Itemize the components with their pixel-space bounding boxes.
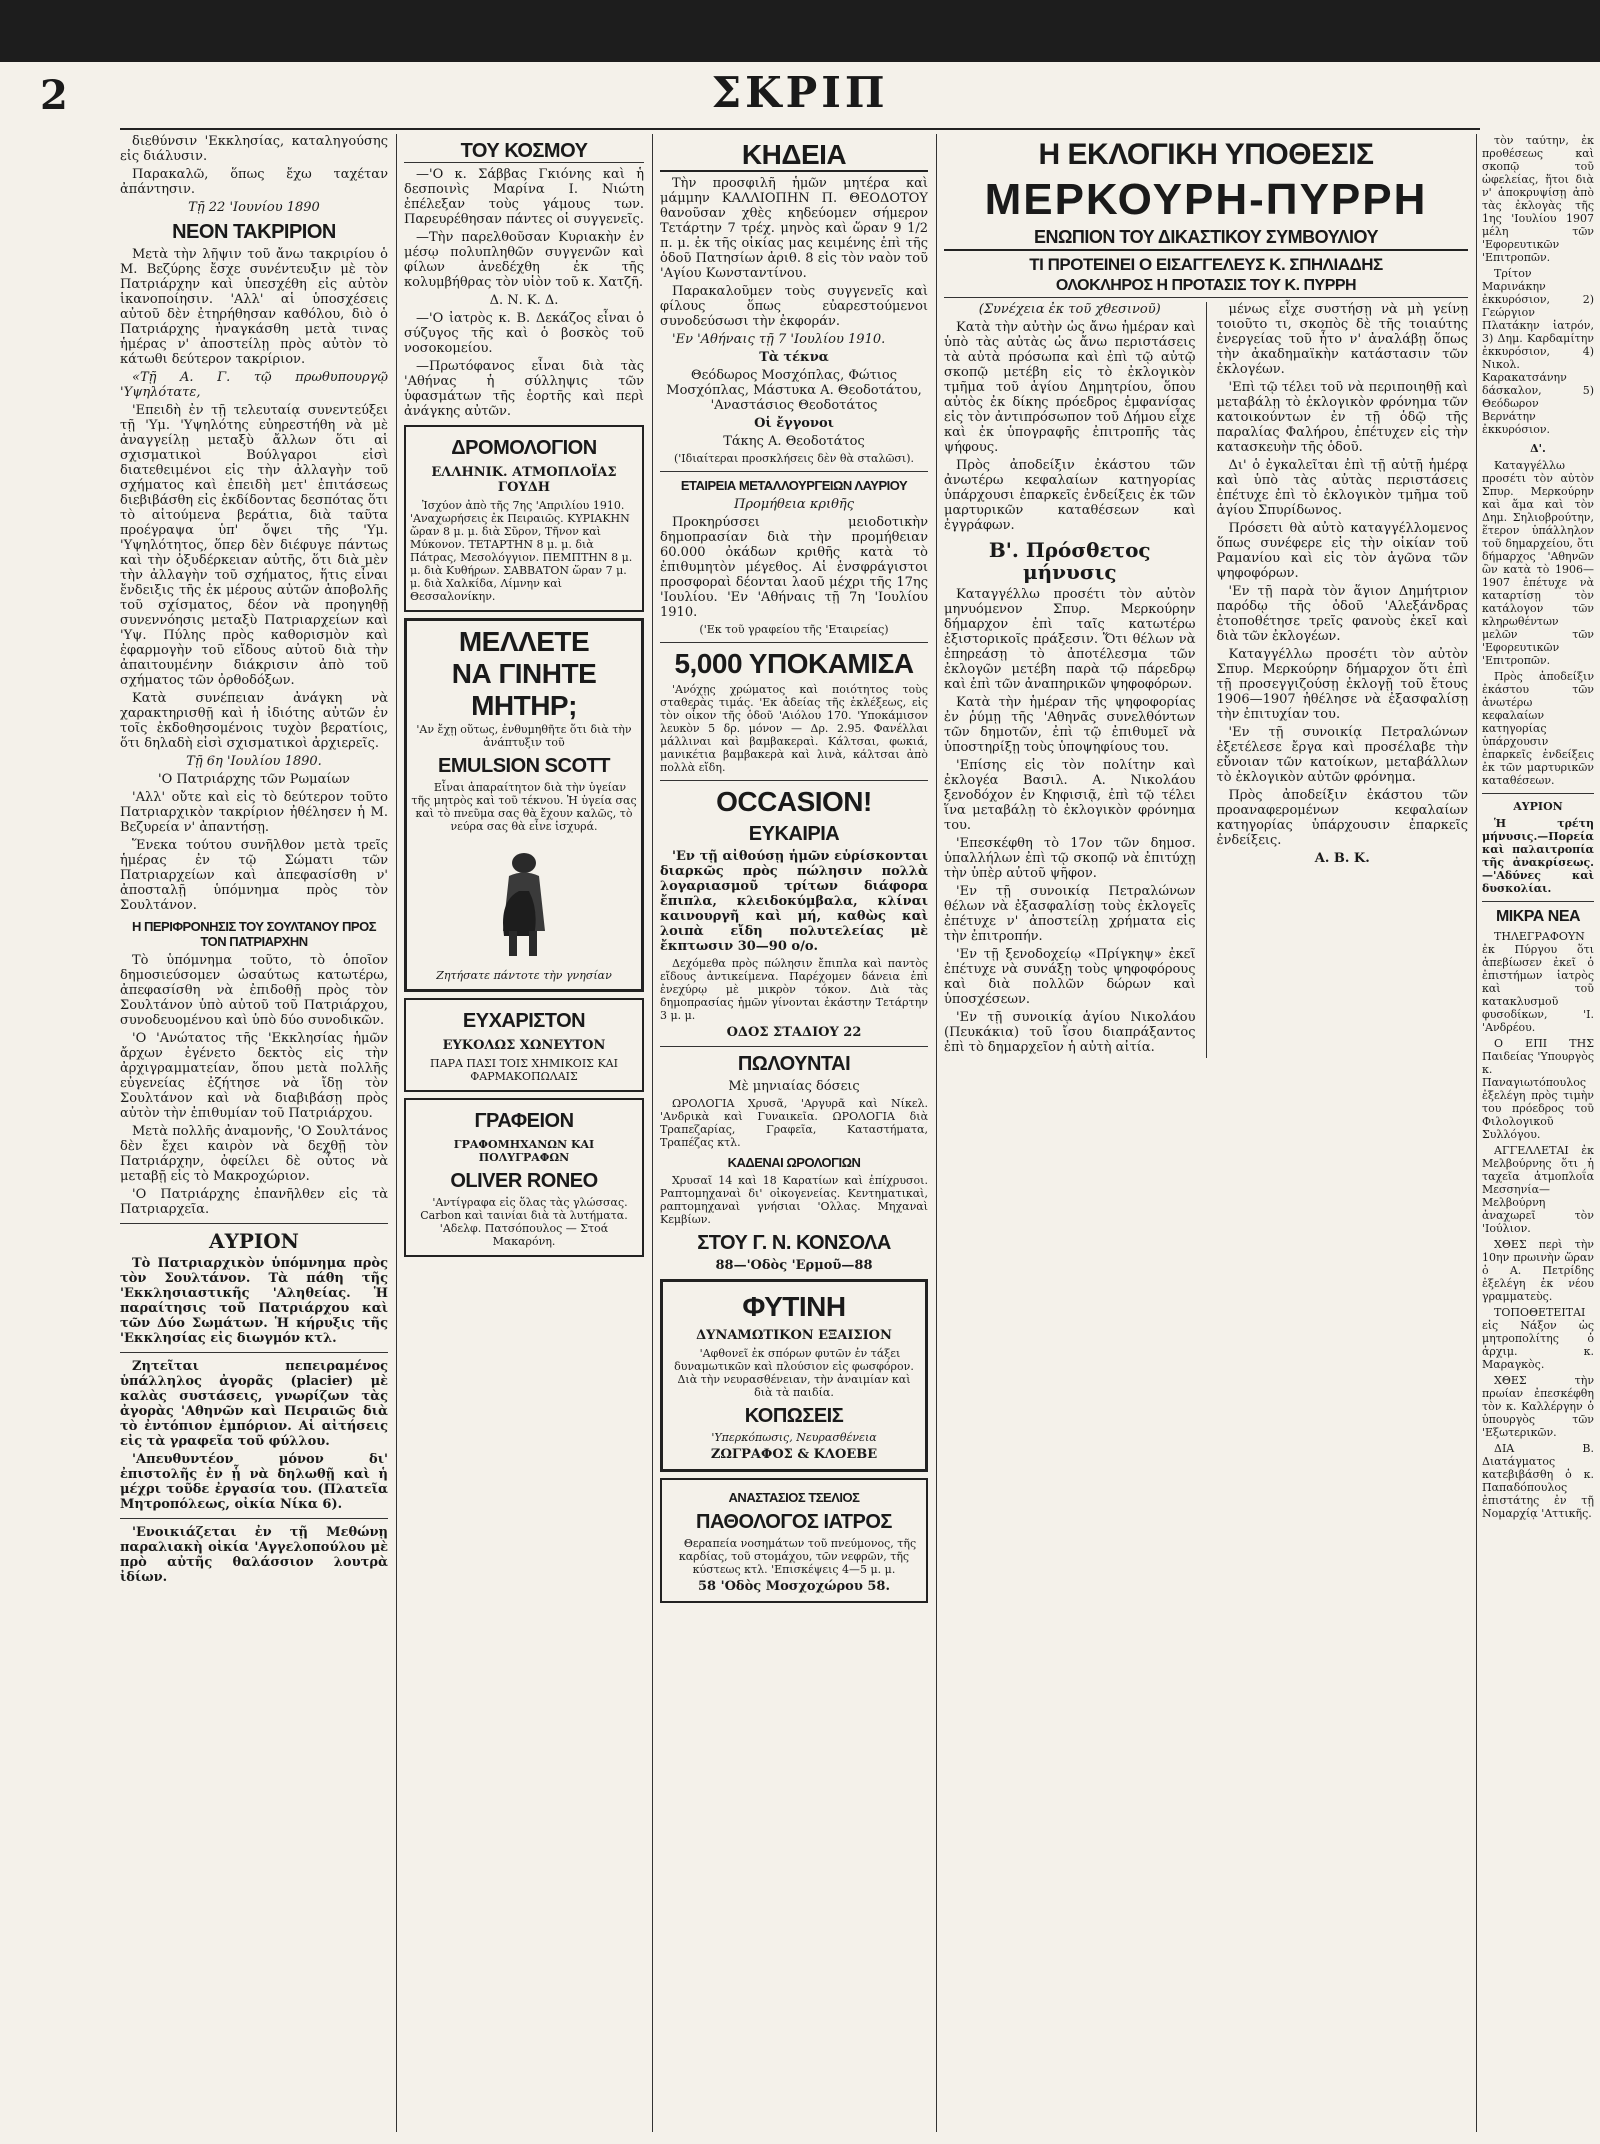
signature: Δ. Ν. Κ. Δ. [489, 293, 559, 308]
fisherman-icon [479, 841, 569, 961]
paragraph: μένως εἶχε συστήσῃ νὰ μὴ γείνῃ τοιοῦτο τι, σκοπὸς δὲ τῆς τοιαύτης ἐνεργείας τοῦ ἦτο ν' ἀναλάβῃ ὅπως τὴν ἀκαδημαϊκὴν κατάστασιν τῶν ἐκλογέων. [1216, 302, 1468, 377]
paragraph: 'Αλλ' οὔτε καὶ εἰς τὸ δεύτερον τοῦτο Πατριαρχικὸν τακρίριον ἠθέλησεν ἡ Μ. Βεζυρεία ν' ἀπαντήσῃ. [120, 790, 388, 835]
section-heading: ΑΥΡΙΟΝ [209, 1229, 299, 1253]
paragraph: Μετὰ πολλῆς ἀναμονῆς, 'Ο Σουλτάνος δὲν ἔχει καιρὸν νὰ δεχθῇ τὸν Πατριάρχην, ὀφείλει δὲ οὗτος νὰ μεταβῇ εἰς τὸ Μακροχώριον. [120, 1124, 388, 1184]
ad-fytini [660, 1279, 928, 1472]
ad-tselios [660, 1478, 928, 1603]
signature: 'Ο Πατριάρχης τῶν Ρωμαίων [158, 772, 350, 787]
note: ('Εκ τοῦ γραφείου τῆς 'Εταιρείας) [699, 623, 889, 636]
subheading: Δ'. [1530, 442, 1546, 455]
paragraph: Ἕνεκα τούτου συνῆλθον μετὰ τρεῖς ἡμέρας ἐν τῷ Σώματι τῶν Πατριαρχείων καὶ ἀπεφασίσθη ν' ἀποσταλῇ ὑπόμνημα πρὸς τὸν Σουλτάνον. [120, 838, 388, 913]
dateline: Τῇ 22 'Ιουνίου 1890 [188, 200, 320, 215]
address: 88—'Οδὸς 'Ερμοῦ—88 [715, 1258, 873, 1273]
paragraph: 'Ανόχῃς χρώματος καὶ ποιότητος τοὺς σταθερὰς τιμάς. 'Εκ ἀδείας τῆς ἐκλέξεως, εἰς τὸν οἶκον τῆς ὁδοῦ 'Αιόλου 170. 'Υποκάμισον λευκὸν 5 δρ. μόνον — Δρ. 2.95. Φανέλλαι μάλλιναι καὶ βαμβακεραὶ. Κάλτσαι, φωκιά, μανικέτια βαμβακερὰ καὶ λινὰ, κάλτσαι ἀπὸ πολλὰ εἴδη. [660, 683, 928, 774]
paragraph: Παρακαλῶ, ὅπως ἔχω ταχέταν ἀπάντησιν. [120, 167, 388, 197]
headline: ΕΝΩΠΙΟΝ ΤΟΥ ΔΙΚΑΣΤΙΚΟΥ ΣΥΜΒΟΥΛΙΟΥ [944, 230, 1468, 251]
address: 58 'Οδὸς Μοσχοχώρου 58. [698, 1579, 890, 1594]
section-heading: ΚΑΔΕΝΑΙ ΩΡΟΛΟΓΙΩΝ [727, 1155, 861, 1170]
paragraph: ΩΡΟΛΟΓΙΑ Χρυσᾶ, 'Αργυρᾶ καὶ Νίκελ. 'Ανδρικὰ καὶ Γυναικεῖα. ΩΡΟΛΟΓΙΑ διὰ Τραπεζαρίας, Γραφεῖα, Καταστήματα, Τραπέζας κτλ. [660, 1097, 928, 1149]
paragraph: 'Εν τῇ παρὰ τὸν ἅγιον Δημήτριον παρόδῳ τῆς ὁδοῦ 'Αλεξάνδρας ἐτοποθέτησε τρεῖς φανοὺς ἐκεῖ καὶ διὰ τῶν ἐκλογέων. [1216, 584, 1468, 644]
ad-text: Εἶναι ἀπαραίτητον διὰ τὴν ὑγείαν τῆς μητρὸς καὶ τοῦ τέκνου. Ἡ ὑγεία σας καὶ τὸ πνεῦμα σας θὰ ἔχουν καλῶς, τὸ νεύρα σας θὰ εἶνε ἰσχυρά. [411, 781, 637, 833]
headline: Η ΕΚΛΟΓΙΚΗ ΥΠΟΘΕΣΙΣ [1038, 138, 1374, 171]
column-2 [404, 134, 644, 2132]
story-right-column [1217, 302, 1469, 1058]
paragraph: Ἡ τρέτη μήνυσις.—Πορεία καὶ παλαιτροπία τῆς ἀνακρίσεως.—'Αδύνες καὶ δυσκολίαι. [1482, 817, 1594, 895]
news-item: ΔΙΑ Β. Διατάγματος κατεβιβάσθη ὁ κ. Παπαδόπουλος ἐπιστάτης ἐν τῇ Νομαρχίᾳ 'Αττικῆς. [1482, 1442, 1594, 1520]
paragraph: Χρυσαῖ 14 καὶ 18 Καρατίων καὶ ἐπίχρυσοι. Ραπτομηχαναὶ δι' οἰκογενείας. Κεντηματικαὶ, ραπτομηχαναὶ γνήσιαι 'Ολλας. Μηχαναὶ Κεμβίων. [660, 1174, 928, 1226]
paragraph: Καταγγέλλω προσέτι τὸν αὐτὸν Σπυρ. Μερκούρην καὶ ἅμα καὶ τὸν Δημ. Σηλιοβρούτην, ἕτερον ὑπάλληλον τοῦ δημαρχείου, ὅτι δήμαρχος 'Αθηνῶν ὢν κατὰ τὸ 1906—1907 ἐπέτυχε νὰ καταρτίσῃ τὸν κατάλογον τῶν κληρωθέντων μελῶν τῶν 'Εφορευτικῶν 'Επιτροπῶν. [1482, 459, 1594, 667]
paragraph: Μετὰ τὴν λῆψιν τοῦ ἄνω τακριρίου ὁ Μ. Βεζύρης ἔσχε συνέντευξιν μὲ τὸν Πατριάρχην καὶ ὑπεσχέθη εἰς αὐτὸν ἱκανοποίησιν. 'Αλλ' αἱ ὑποσχέσεις αὐτοῦ δὲν ἐτηρήθησαν καθόλου, διὸ ὁ Πατριάρχης ἠναγκάσθη μετὰ τινας ἡμέρας ν' ἀποστείλῃ πρὸς αὐτὸν τὸ κάτωθι δεύτερον τακρίριον. [120, 247, 388, 367]
paragraph: Προκηρύσσει μειοδοτικὴν δημοπρασίαν διὰ τὴν προμήθειαν 60.000 ὀκάδων κριθῆς κατὰ τὸ ἐπιθυμητὸν μέγεθος. Αἱ ἐνσφράγιστοι προσφοραὶ δέονται λαοῦ μέχρι τῆς 17ης 'Ιουλίου. 'Εν 'Αθήναις τῇ 7η 'Ιουλίου 1910. [660, 515, 928, 620]
ad-subtitle: ΓΡΑΦΟΜΗΧΑΝΩΝ ΚΑΙ ΠΟΛΥΓΡΑΦΩΝ [453, 1138, 595, 1164]
paragraph: Κατὰ τὴν αὐτὴν ὡς ἄνω ἡμέραν καὶ ὑπὸ τὰς αὐτὰς ὡς ἄνω περιστάσεις τὰ αὐτὰ πρόσωπα καὶ ἐπὶ τῷ αὐτῷ σκοπῷ μετέβη εἰς τὸ ἐκλογικὸν τμῆμα τοῦ ἁγίου Δημητρίου, ὅπου αὐτὸς ἐκ δίκης πρόεδρος ἐμφανίσας εἰς τὸν ἀντιπρόσωπον τοῦ Δήμου εἶχε καὶ ἐκ ὑπογραφῆς ἐπιτροπῆς τὰς ψήφους. [944, 320, 1196, 455]
classified-ad: Ζητεῖται πεπειραμένος ὑπάλληλος ἀγορᾶς (placier) μὲ καλὰς συστάσεις, γνωρίζων τὰς ἀγορὰς 'Αθηνῶν καὶ Πειραιῶς διὰ τὸ ἐντόπιον ἐμπόριον. Αἱ αἰτήσεις εἰς τὰ γραφεῖα τοῦ φύλλου. [120, 1359, 388, 1449]
paragraph: —Τὴν παρελθοῦσαν Κυριακὴν ἐν μέσῳ πολυπληθῶν συγγενῶν καὶ φίλων ἀνεδέχθη ἐκ τῆς κολυμβήθρας τὸν υἱὸν τοῦ κ. Χατζῆ. [404, 230, 644, 290]
column-3 [660, 134, 928, 2132]
ad-title: ΝΑ ΓΙΝΗΤΕ [451, 658, 597, 689]
paragraph: 'Επειδὴ ἐν τῇ τελευταίᾳ συνεντεύξει τῇ 'Υμ. 'Υψηλότης εὐηρεστήθη νὰ μὲ ἀναγγείλῃ μεταξὺ ἄλλων ὅτι αἱ σχισματικοὶ Βούλγαροι εἰσὶ διατεθειμένοι εἰς τὴν ἀλλαγὴν τοῦ σχήματος καὶ ἐπειδὴ μετ' ἐπιτάσεως διεβιβάσθη εἰς ἐκδίδοντας δεσπότας ὅτι τὸ αἰτούμενα βεράτια, διὰ ταῦτα προέγραψα ὑπ' ὄψει τῆς 'Υμ. 'Υψηλότητος, ὅπερ δὲν διέφυγε πάντως καὶ τὴν ὀξυδέρκειαν αὐτῆς, ὅτι διὰ μὲν τὴν ἀλλαγὴν τοῦ σχήματος, ἥτις εἶναι ἔνδειξις τῆς ἐκ μέρους αὐτῶν ἀποβολῆς τοῦ σχίσματος, δέον νὰ προηγηθῇ συνεννόησις μεταξὺ Πατριαρχείων καὶ 'Υψ. Πύλης πρὸς καθορισμὸν καὶ ἐφαρμογὴν τοῦ εἴδους αὐτοῦ διὰ τὴν ἀπαιτουμένην διάκρισιν ἀπὸ τοῦ σχήματος τῶν ὀρθοδόξων. [120, 403, 388, 688]
ad-subtitle: ΔΥΝΑΜΩΤΙΚΟΝ ΕΞΑΙΣΙΟΝ [696, 1328, 892, 1343]
paragraph: —'Ο ἰατρὸς κ. Β. Δεκάζος εἶναι ὁ σύζυγος τῆς καὶ ὁ βοσκὸς τοῦ νοσοκομείου. [404, 311, 644, 356]
section-heading: ΑΥΡΙΟΝ [1513, 800, 1563, 813]
paragraph: 'Επίσης εἰς τὸν πολίτην καὶ ἐκλογέα Βασιλ. Α. Νικολάου ξενοδόχον ἐν Κηφισιᾷ, ἐπὶ τῷ τέλει ἵνα μεταβάλῃ τὸ ἐκλογικὸν φρόνημα του. [944, 758, 1196, 833]
scan-top-border [0, 0, 1600, 62]
news-item: ΧΘΕΣ τὴν πρωίαν ἐπεσκέφθη τὸν κ. Καλλέργην ὁ ὑπουργὸς τῶν 'Εξωτερικῶν. [1482, 1374, 1594, 1439]
subheading: Προμήθεια κριθῆς [733, 497, 854, 512]
column-5 [1482, 134, 1594, 2132]
subheading: Τὰ τέκνα [759, 350, 829, 365]
paragraph: 'Εν τῇ συνοικίᾳ Πετραλώνων ἐξετέλεσε ἔργα καὶ προσέλαβε τὴν εὔνοιαν τῶν κατοίκων, μεταβάλλων τὸ ἐκλογικὸν αὐτῶν φρόνημα. [1216, 725, 1468, 785]
section-heading: ΤΟΥ ΚΟΣΜΟΥ [404, 140, 644, 163]
note: ('Ιδιαίτεραι προσκλήσεις δὲν θὰ σταλῶσι). [673, 452, 915, 465]
ad-text: 'Αφθονεῖ ἐκ σπόρων φυτῶν ἐν τάξει δυναμωτικῶν καὶ πλούσιον εἰς φωσφόρον. Διὰ τὴν νευρασθένειαν, τὴν ἀναιμίαν καὶ διὰ τὰ παιδία. [674, 1347, 914, 1399]
paragraph: 'Εν τῇ συνοικίᾳ Πετραλώνων θέλων νὰ ἐξασφαλίσῃ τοὺς ἐκλογεῖς ἐπέτυχε ν' ἀποστείλῃ χρήματα εἰς τὴν ἐπιτροπήν. [944, 884, 1196, 944]
signature: Α. Β. Κ. [1314, 851, 1370, 866]
address: ΟΔΟΣ ΣΤΑΔΙΟΥ 22 [726, 1025, 862, 1040]
dateline: Τῇ 6η 'Ιουλίου 1890. [186, 754, 322, 769]
section-heading: 5,000 ΥΠΟΚΑΜΙΣΑ [674, 648, 914, 679]
news-item: ΧΘΕΣ περὶ τὴν 10ην πρωινὴν ὥραν ὁ Α. Πετρίδης ἐξελέγη ἐκ νέου γραμματεὺς. [1482, 1238, 1594, 1303]
ad-emulsion-scott [404, 618, 644, 992]
ad-text: 'Αντίγραφα εἰς ὅλας τὰς γλώσσας. Carbon καὶ ταινίαι διὰ τὰ λυτήματα. 'Αδελφ. Πατσόπουλος — Στοά Μακαρόνη. [420, 1196, 628, 1248]
ad-brand: EMULSION SCOTT [438, 755, 610, 777]
paragraph: τὸν ταύτην, ἐκ προθέσεως καὶ σκοπῷ τοῦ ὠφελείας, ἥτοι διὰ ν' ἀποκρυψίσῃ ἀπὸ τὰς ἐκλογὰς τῆς 1ης 'Ιουλίου 1907 μέλη τῶν 'Εφορευτικῶν 'Επιτροπῶν. [1482, 134, 1594, 264]
column-1 [120, 134, 388, 2132]
ad-subtitle: ΕΥΚΟΛΩΣ ΧΩΝΕΥΤΟΝ [442, 1038, 606, 1053]
paragraph: Τὴν προσφιλῆ ἡμῶν μητέρα καὶ μάμμην ΚΑΛΛΙΟΠΗΝ Π. ΘΕΟΔΟΤΟΥ θανοῦσαν χθὲς κηδεύομεν σήμερον Τετάρτην 7 τρέχ. μηνὸς καὶ ὥραν 9 1/2 π. μ. ἐκ τῆς οἰκίας μας κειμένης ἐπὶ τῆς ὁδοῦ Πατησίων ἀριθ. 8 εἰς τὸν ναὸν τοῦ 'Αγίου Κωνσταντίνου. [660, 176, 928, 281]
address: ΖΩΓΡΑΦΟΣ & ΚΛΟΕΒΕ [710, 1447, 878, 1462]
section-heading: ΠΩΛΟΥΝΤΑΙ [737, 1053, 851, 1075]
headline: ΜΕΡΚΟΥΡΗ-ΠΥΡΡΗ [984, 175, 1428, 224]
story-left-column [944, 302, 1196, 1058]
news-item: ΤΗΛΕΓΡΑΦΟΥΝ ἐκ Πύργου ὅτι ἀπεβίωσεν ἐκεῖ ὁ ἐπιστήμων ἰατρὸς καὶ τοῦ κατακλυσμοῦ φυσοδίκων, 'Ι. 'Ανδρέου. [1482, 930, 1594, 1034]
section-heading: ΝΕΟΝ ΤΑΚΡΙΡΙΟΝ [172, 221, 336, 243]
ad-title: ΦΥΤΙΝΗ [742, 1291, 846, 1322]
paragraph: Πρὸς ἀποδείξιν ἐκάστου τῶν ἀνωτέρω κεφαλαίων κατηγορίας ὑπάρχουσιν ἐπαρκεῖς ἐνδείξεις ἐκ τῶν μαρτυρικῶν καταθέσεων. [1482, 670, 1594, 787]
paragraph: Κατὰ τὴν ἡμέραν τῆς ψηφοφορίας ἐν ῥύμῃ τῆς 'Αθηνᾶς συνελθόντων τῶν δημοτῶν, ἐπὶ τῷ ἐπιθυμεῖ νὰ ὑποστηρίξῃ τοὺς ὑποψηφίους του. [944, 695, 1196, 755]
section-heading: ΚΗΔΕΙΑ [660, 140, 928, 172]
ad-text: Ἰσχύον ἀπὸ τῆς 7ης 'Απριλίου 1910. 'Αναχωρήσεις ἐκ Πειραιῶς. ΚΥΡΙΑΚΗΝ ὥραν 8 μ. μ. διὰ Σῦρον, Τῆνον καὶ Μύκονον. ΤΕΤΑΡΤΗΝ 8 μ. μ. διὰ Πάτρας, Μεσολόγγιον. ΠΕΜΠΤΗΝ 8 μ. μ. διὰ Κυθήρων. ΣΑΒΒΑΤΟΝ ὥραν 7 μ. μ. διὰ Χαλκίδα, Λίμνην καὶ Θεσσαλονίκην. [410, 499, 633, 603]
paragraph: 'Εν τῇ αἰθούσῃ ἡμῶν εὑρίσκονται διαρκῶς πρὸς πώλησιν πολλὰ λογαριασμοῦ τρίτων διάφορα ἔπιπλα, κλειδοκύμβαλα, κλίναι καινουργῆ καὶ μή, καθὼς καὶ λοιπὰ εἴδη πολυτελείας μὲ ἔκπτωσιν 30—90 ο/ο. [660, 849, 928, 954]
paragraph: 'Επεσκέφθη τὸ 17ον τῶν δημοσ. ὑπαλλήλων ἐπὶ τῷ σκοπῷ νὰ ἐπιτύχῃ τὴν ὑπὲρ αὐτοῦ ψῆφον. [944, 836, 1196, 881]
ad-subtitle: 'Αν ἔχῃ οὕτως, ἐνθυμηθῆτε ὅτι διὰ τὴν ἀνάπτυξιν τοῦ [416, 723, 632, 749]
ad-title: ΜΗΤΗΡ; [471, 690, 577, 721]
page-number: 2 [40, 72, 68, 119]
classified-ad: 'Ενοικιάζεται ἐν τῇ Μεθώνῃ παραλιακὴ οἰκία 'Αγγελοπούλου μὲ πρὸ αὐτῆς θαλάσσιον λουτρὰ ἰδίων. [120, 1525, 388, 1585]
paragraph: διεθύνσιν 'Εκκλησίας, καταληγούσης εἰς διάλυσιν. [120, 134, 388, 164]
paragraph: 'Εν τῇ συνοικίᾳ ἁγίου Νικολάου (Πευκάκια) τοῦ ἴσου διαπράξαντος ἐπὶ τὸ δημαρχεῖον ἡ αὐτὴ αἰτία. [944, 1010, 1196, 1055]
paragraph: 'Εν τῇ ξενοδοχείῳ «Πρίγκηψ» ἐκεῖ ἐπέτυχε νὰ συνάξῃ τοὺς ψηφοφόρους καὶ διὰ πολλῶν δώρων καὶ ὑποσχέσεων. [944, 947, 1196, 1007]
paragraph: Τάκης Α. Θεοδοτάτος [723, 434, 865, 449]
ad-text: 'Υπερκόπωσις, Νευρασθένεια [711, 1431, 877, 1444]
classified-ad: 'Απευθυντέον μόνον δι' ἐπιστολῆς ἐν ᾗ νὰ δηλωθῇ καὶ ἡ μέχρι τοῦδε ἐργασία του. (Πλατεῖα Μητροπόλεως, οἰκία Νίκα 6). [120, 1452, 388, 1512]
paper-title: ΣΚΡΙΠ [711, 68, 889, 117]
section-heading: ΣΤΟΥ Γ. Ν. ΚΟΝΣΟΛΑ [697, 1232, 891, 1254]
ad-title: ΑΝΑΣΤΑΣΙΟΣ ΤΣΕΛΙΟΣ [728, 1490, 860, 1505]
paragraph: Δι' ὁ ἐγκαλεῖται ἐπὶ τῇ αὐτῇ ἡμέρᾳ καὶ ὑπὸ τὰς αὐτὰς περιστάσεις ἐπέτυχε ἐπὶ τὸ ἐκλογικὸν τμῆμα τοῦ ἁγίου Σπυρίδωνος. [1216, 458, 1468, 518]
paragraph: Δεχόμεθα πρὸς πώλησιν ἔπιπλα καὶ παντὸς εἴδους ἀντικείμενα. Παρέχομεν δάνεια ἐπὶ ἐνεχύρῳ μὲ μικρὸν τόκον. Διὰ τὰς δημοπρασίας ἡμῶν γίνονται ἐκάστην Τετάρτην 3 μ. μ. [660, 957, 928, 1022]
paragraph: 'Επὶ τῷ τέλει τοῦ νὰ περιποιηθῇ καὶ μεταβάλῃ τὸ ἐκλογικὸν φρόνημα τῶν κατοικούντων ἐν τῇ ὁδῷ τῆς παραλίας Φαλήρου, ἐπέτυχεν εἰς τὴν κατασκευὴν τῆς ὁδοῦ. [1216, 380, 1468, 455]
ad-text: Θεραπεία νοσημάτων τοῦ πνεύμονος, τῆς καρδίας, τοῦ στομάχου, τῶν νεφρῶν, τῆς κύστεως κτλ. 'Επισκέψεις 4—5 μ. μ. [678, 1537, 917, 1576]
section-heading: ΕΥΚΑΙΡΙΑ [748, 823, 840, 845]
section-heading: Η ΠΕΡΙΦΡΟΝΗΣΙΣ ΤΟΥ ΣΟΥΛΤΑΝΟΥ ΠΡΟΣ ΤΟΝ ΠΑΤΡΙΑΡΧΗΝ [131, 919, 377, 949]
news-item: Ο ΕΠΙ ΤΗΣ Παιδείας 'Υπουργὸς κ. Παναγιωτόπουλος ἐξελέγη πρὸς τιμὴν του πρόεδρος τοῦ Φιλολογικοῦ Συλλόγου. [1482, 1037, 1594, 1141]
paragraph: 'Ο Πατριάρχης ἐπανῆλθεν εἰς τὰ Πατριαρχεῖα. [120, 1187, 388, 1217]
main-story [944, 134, 1468, 2132]
paragraph: Τὸ ὑπόμνημα τοῦτο, τὸ ὁποῖον δημοσιεύσομεν ὡσαύτως κατωτέρω, ἀπεφασίσθη νὰ ἐπιδοθῇ πρὸς τὸν Σουλτάνον ὑπὸ αὐτοῦ τοῦ Πατριάρχου, συνοδευομένου καὶ ὑπὸ δύο συνοδικῶν. [120, 953, 388, 1028]
news-item: ΤΟΠΟΘΕΤΕΙΤΑΙ εἰς Νάξον ὡς μητροπολίτης ὁ ἀρχιμ. κ. Μαραγκὸς. [1482, 1306, 1594, 1371]
headline: ΟΛΟΚΛΗΡΟΣ Η ΠΡΟΤΑΣΙΣ ΤΟΥ Κ. ΠΥΡΡΗ [944, 278, 1468, 298]
paragraph: Καταγγέλλω προσέτι τὸν αὐτὸν Σπυρ. Μερκούρην δήμαρχον ὅτι ἐπὶ τῇ προσεγγιζούσῃ ἐκλογῇ τοῦ ἔτους 1906—1907 ἠθέλησε νὰ ἐξασφαλίσῃ τὴν ἐπιτυχίαν του. [1216, 647, 1468, 722]
ad-title: ΚΟΠΩΣΕΙΣ [744, 1405, 844, 1427]
paragraph: Τρίτον Μαρινάκην ἐκκυρόσιον, 2) Γεώργιον Πλατάκην ἰατρόν, 3) Δημ. Καρδαμίτην ἐκκυρόσιον, 4) Νικολ. Καρακατσάνην δάσκαλον, 5) Θεόδωρον Βερνάτην ἐκκυρόσιον. [1482, 267, 1594, 436]
paragraph: 'Ο 'Ανώτατος τῆς 'Εκκλησίας ἡμῶν ἄρχων ἐγένετο δεκτὸς εἰς τὴν ἀρχιγραμματείαν, ὅπου μετὰ πολλῆς εὐγενείας ἐζήτησε νὰ ἴδῃ τὸν Σουλτάνον καὶ νὰ διαβιβάσῃ πρὸς αὐτὸν τὴν ἐπιθυμίαν τοῦ Πατριάρχου. [120, 1031, 388, 1121]
paragraph: Πρὸς ἀποδείξιν ἐκάστου τῶν ἀνωτέρω κεφαλαίων κατηγορίας ὑπάρχουσι ἐπαρκεῖς ἐνδείξεις ἐκ τῶν μαρτυρικῶν καταθέσεων καὶ ἐγγράφων. [944, 458, 1196, 533]
subheading: Οἱ ἔγγονοι [754, 416, 834, 431]
paragraph: —'Ο κ. Σάββας Γκιόνης καὶ ἡ δεσποινὶς Μαρίνα Ι. Νιώτη ἐπέλεξαν τοὺς γάμους των. Παρευρέθησαν πάντες οἱ συγγενεῖς. [404, 167, 644, 227]
subheading: Μὲ μηνιαίας δόσεις [728, 1079, 860, 1094]
headline: ΤΙ ΠΡΟΤΕΙΝΕΙ Ο ΕΙΣΑΓΓΕΛΕΥΣ Κ. ΣΠΗΛΙΑΔΗΣ [1029, 255, 1383, 274]
dateline: 'Εν 'Αθήναις τῇ 7 'Ιουλίου 1910. [672, 332, 886, 347]
ad-title: ΜΕΛΛΕΤΕ [458, 626, 590, 657]
ad-text: ΠΑΡΑ ΠΑΣΙ ΤΟΙΣ ΧΗΜΙΚΟΙΣ ΚΑΙ ΦΑΡΜΑΚΟΠΩΛΑΙΣ [430, 1057, 618, 1083]
ad-brand: OLIVER RONEO [450, 1170, 598, 1192]
ad-eucharist [404, 998, 644, 1092]
paragraph: «Τῇ Α. Γ. τῷ πρωθυπουργῷ 'Υψηλότατε, [120, 370, 388, 400]
continuation-note: (Συνέχεια ἐκ τοῦ χθεσινοῦ) [978, 302, 1161, 317]
section-heading: OCCASION! [716, 786, 872, 817]
ad-subtitle: ΕΛΛΗΝΙΚ. ΑΤΜΟΠΛΟΪΑΣ ΓΟΥΔΗ [431, 465, 617, 495]
paragraph: Παρακαλοῦμεν τοὺς συγγενεῖς καὶ φίλους ὅπως εὐαρεστούμενοι συνοδεύσωσι τὴν ἐκφοράν. [660, 284, 928, 329]
section-heading: ΜΙΚΡΑ ΝΕΑ [1495, 908, 1581, 925]
ad-caption: Ζητήσατε πάντοτε τὴν γνησίαν [436, 969, 612, 982]
ad-title: ΔΡΟΜΟΛΟΓΙΟΝ [451, 437, 597, 459]
paragraph: Θεόδωρος Μοσχόπλας, Φώτιος Μοσχόπλας, Μάστυκα Α. Θεοδοτάτου, 'Αναστάσιος Θεοδοτάτος [666, 368, 922, 413]
paragraph: Πρὸς ἀποδείξιν ἐκάστου τῶν προαναφερομένων κεφαλαίων κατηγορίας ὑπάρχουσιν ἐπαρκεῖς ἐνδείξεις. [1216, 788, 1468, 848]
paragraph: Τὸ Πατριαρχικὸν ὑπόμνημα πρὸς τὸν Σουλτάνον. Τὰ πάθη τῆς 'Εκκλησιαστικῆς 'Αληθείας. Ἡ παραίτησις τοῦ Πατριάρχου καὶ τῶν Δύο Σωμάτων. Ἡ κήρυξις τῆς 'Εκκλησίας εἰς διωγμόν κτλ. [120, 1256, 388, 1346]
subheading: Β'. Πρόσθετος μήνυσις [988, 538, 1151, 584]
ad-dromologion [404, 425, 644, 612]
paragraph: —Πρωτόφανος εἶναι διὰ τὰς 'Αθήνας ἡ σύλληψις τῶν ὑφασμάτων τῆς ἑορτῆς καὶ περὶ ἀνάγκης αὐτῶν. [404, 359, 644, 419]
ad-title: ΠΑΘΟΛΟΓΟΣ ΙΑΤΡΟΣ [696, 1511, 892, 1533]
ad-title: ΕΥΧΑΡΙΣΤΟΝ [462, 1010, 586, 1032]
ad-title: ΓΡΑΦΕΙΟΝ [474, 1110, 574, 1132]
paragraph: Καταγγέλλω προσέτι τὸν αὐτὸν μηνυόμενον Σπυρ. Μερκούρην δήμαρχον ἐπὶ ταῖς κατωτέρω ἐξιστορικοῖς πράξεσιν. Ὅτι θέλων νὰ ἐπηρεάσῃ τὸ ἀποτέλεσμα τῶν ἐκλογῶν μετέβη παρὰ τῷ πάρεδρῳ καὶ ἐπὶ τῶν ἀναπηρικῶν ψηφοφόρων. [944, 587, 1196, 692]
ad-oliver-roneo [404, 1098, 644, 1257]
paragraph: Πρόσετι θὰ αὐτὸ καταγγέλλομενος ὅπως συνέφερε εἰς τὴν οἰκίαν τοῦ Ραμανίου καὶ εἰς τὸν ἀγῶνα τῶν ψηφοφόρων. [1216, 521, 1468, 581]
paragraph: Κατὰ συνέπειαν ἀνάγκη νὰ χαρακτηρισθῇ καὶ ἡ ἰδιότης αὐτῶν ἐν τοῖς ἐκδοθησομένοις τυχὸν βερατίοις, ὅτι δηλαδὴ εἰσὶ σχισματικοὶ ἀρχιερεῖς. [120, 691, 388, 751]
section-heading: ΕΤΑΙΡΕΙΑ ΜΕΤΑΛΛΟΥΡΓΕΙΩΝ ΛΑΥΡΙΟΥ [680, 478, 908, 493]
news-item: ΑΓΓΕΛΛΕΤΑΙ ἐκ Μελβούρνης ὅτι ἡ ταχεῖα ἀτμοπλοΐα Μεσσηνία—Μελβούρνη ἀναχωρεῖ τὸν 'Ιούλιον. [1482, 1144, 1594, 1235]
